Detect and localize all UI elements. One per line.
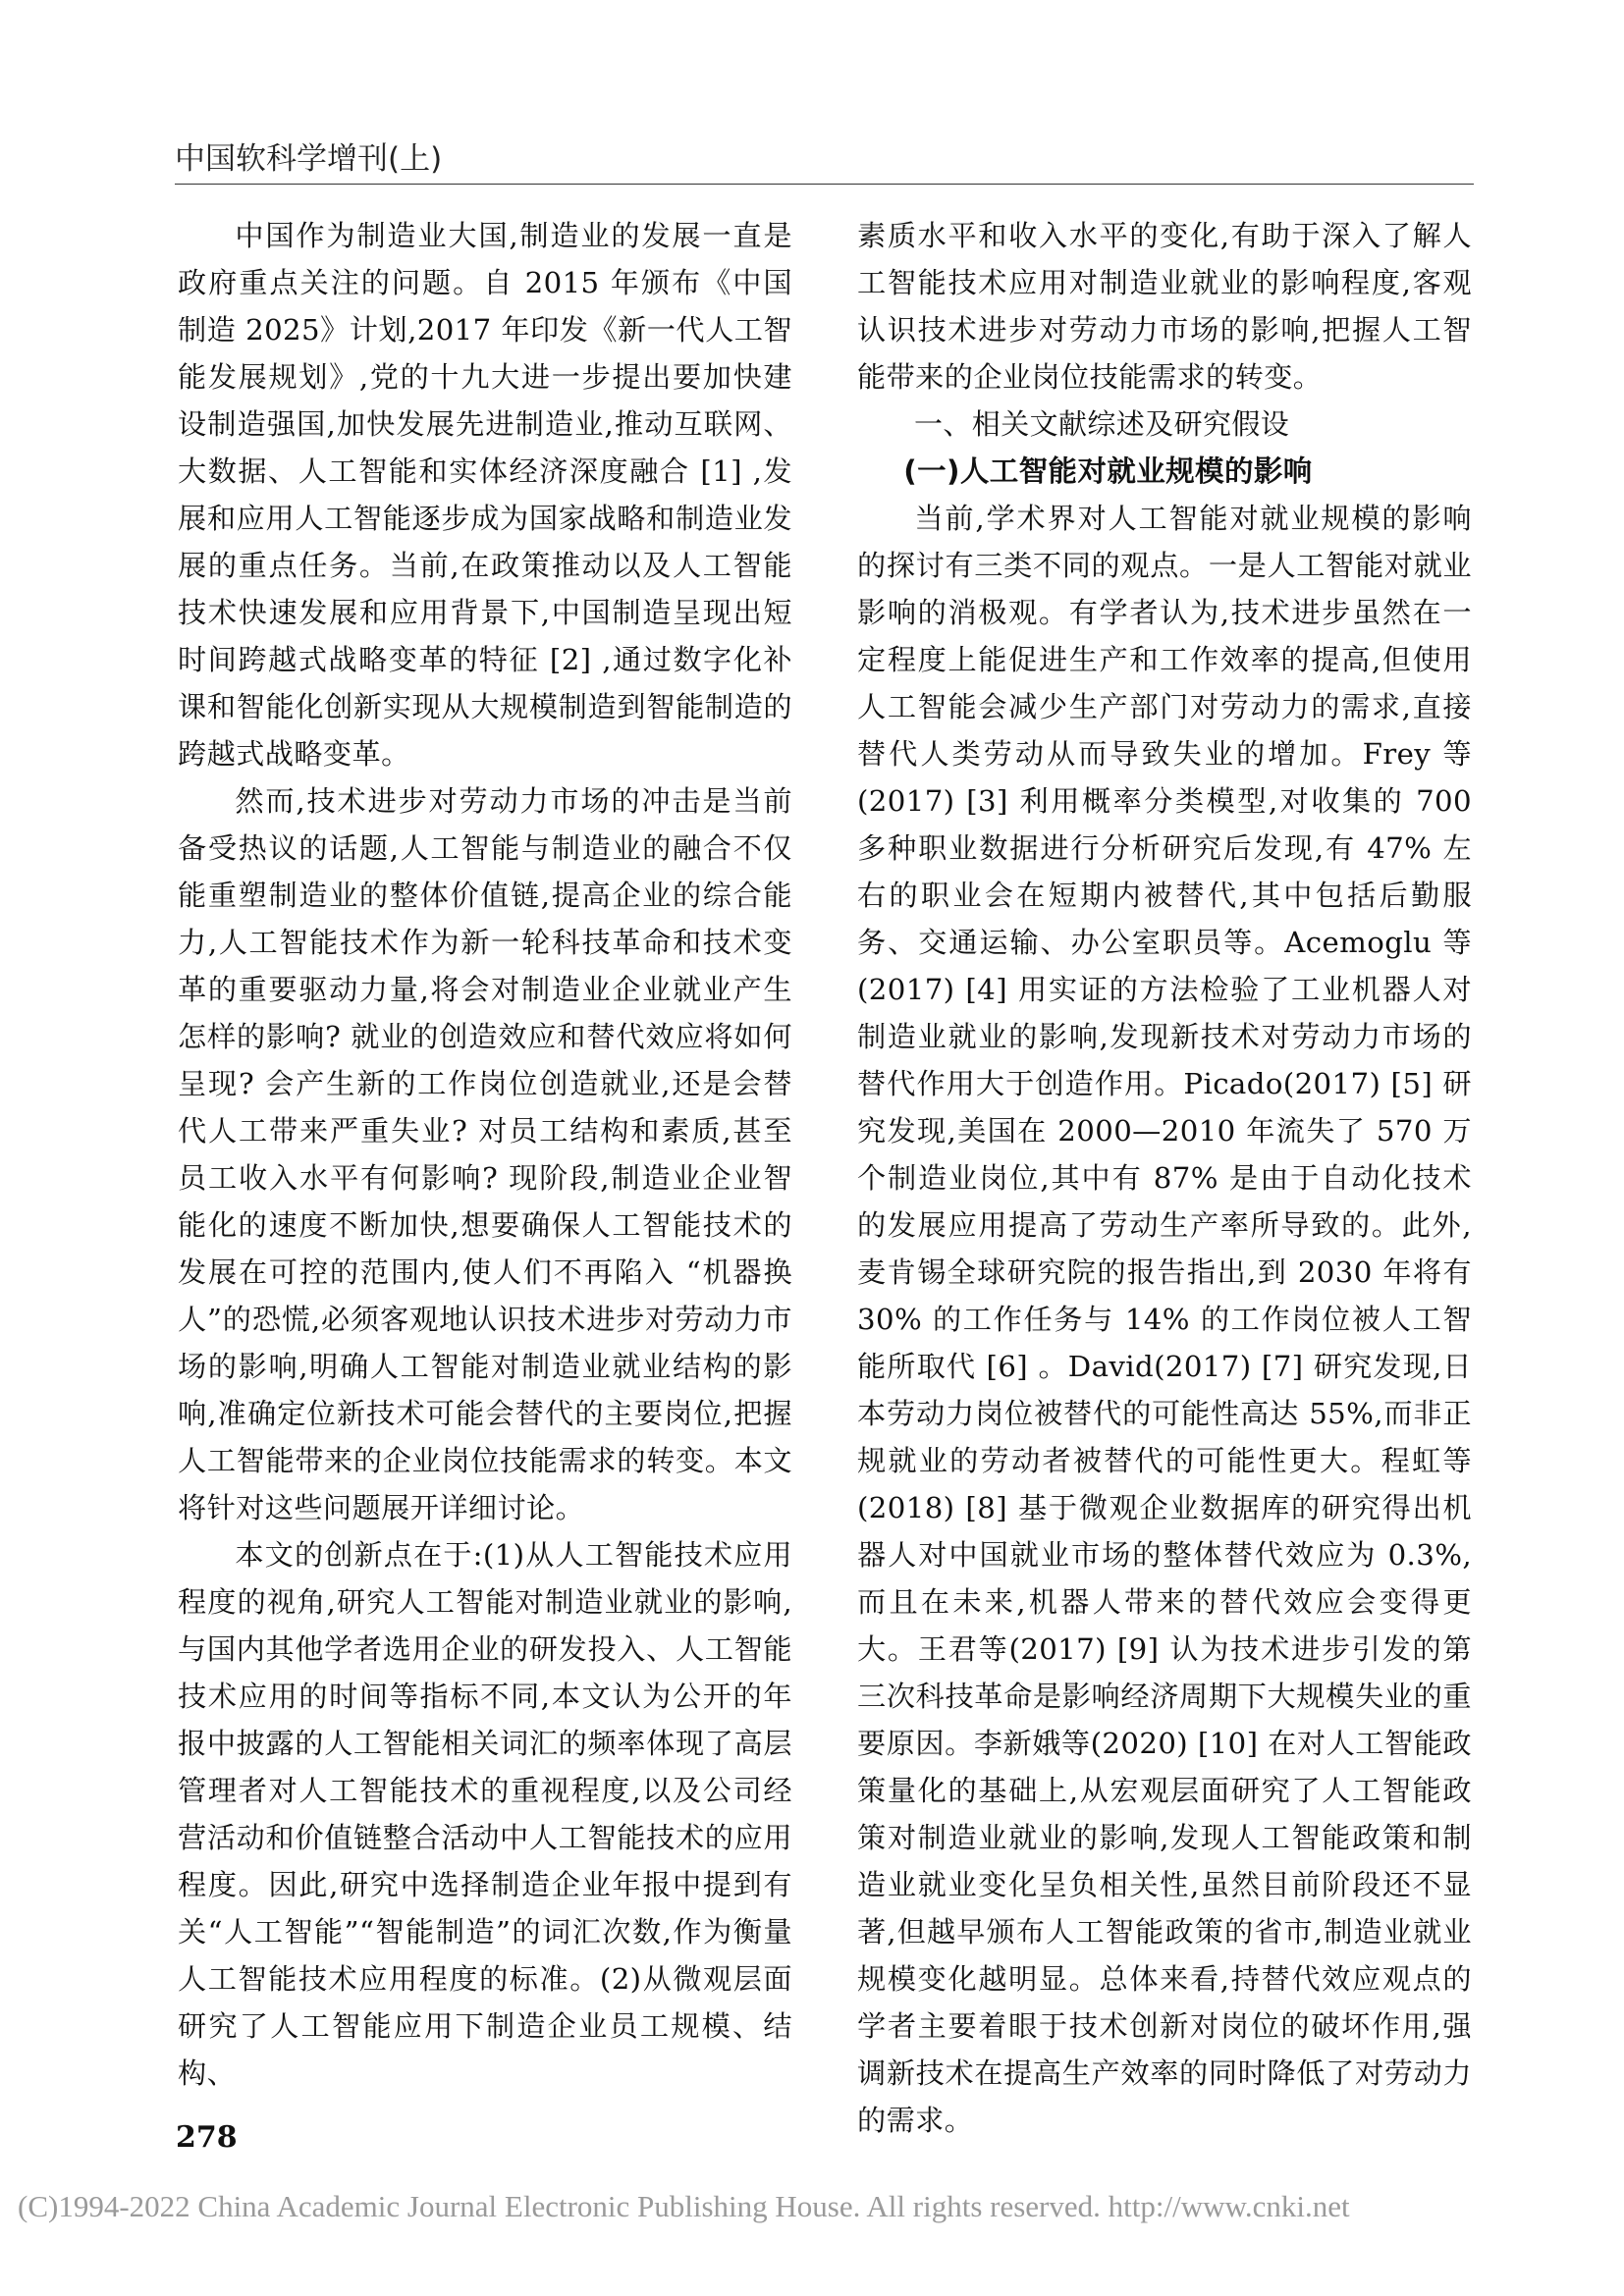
paragraph: 当前,学术界对人工智能对就业规模的影响的探讨有三类不同的观点。一是人工智能对就业影响的消极观。有学者认为,技术进步虽然在一定程度上能促进生产和工作效率的提高,但使用人工智能会减少生产部门对劳动力的需求,直接替代人类劳动从而导致失业的增加。Frey 等(2017) [3] 利用概率分类模型,对收集的 700 多种职业数据进行分析研究后发现,有 47% 左右的职业会在短期内被替代,其中包括后勤服务、交通运输、办公室职员等。Acemoglu 等(2017) [4] 用实证的方法检验了工业机器人对制造业就业的影响,发现新技术对劳动力市场的替代作用大于创造作用。Picado(2017) [5] 研究发现,美国在 2000—2010 年流失了 570 万个制造业岗位,其中有 87% 是由于自动化技术的发展应用提高了劳动生产率所导致的。此外,麦肯锡全球研究院的报告指出,到 2030 年将有 30% 的工作任务与 14% 的工作岗位被人工智能所取代 [6] 。David(2017) [7] 研究发现,日本劳动力岗位被替代的可能性高达 55%,而非正规就业的劳动者被替代的可能性更大。程虹等(2018) [8] 基于微观企业数据库的研究得出机器人对中国就业市场的整体替代效应为 0.3%,而且在未来,机器人带来的替代效应会变得更大。王君等(2017) [9] 认为技术进步引发的第三次科技革命是影响经济周期下大规模失业的重要原因。李新娥等(2020) [10] 在对人工智能政策量化的基础上,从宏观层面研究了人工智能政策对制造业就业的影响,发现人工智能政策和制造业就业变化呈负相关性,虽然目前阶段还不显著,但越早颁布人工智能政策的省市,制造业就业规模变化越明显。总体来看,持替代效应观点的学者主要着眼于技术创新对岗位的破坏作用,强调新技术在提高生产效率的同时降低了对劳动力的需求。 xyxy=(857,502,1472,2137)
paragraph: 然而,技术进步对劳动力市场的冲击是当前备受热议的话题,人工智能与制造业的融合不仅能重塑制造业的整体价值链,提高企业的综合能力,人工智能技术作为新一轮科技革命和技术变革的重要驱动力量,将会对制造业企业就业产生怎样的影响? 就业的创造效应和替代效应将如何呈现? 会产生新的工作岗位创造就业,还是会替代人工带来严重失业? 对员工结构和素质,甚至员工收入水平有何影响? 现阶段,制造业企业智能化的速度不断加快,想要确保人工智能技术的发展在可控的范围内,使人们不再陷入 “机器换人”的恐慌,必须客观地认识技术进步对劳动力市场的影响,明确人工智能对制造业就业结构的影响,准确定位新技术可能会替代的主要岗位,把握人工智能带来的企业岗位技能需求的转变。本文将针对这些问题展开详细讨论。 xyxy=(178,784,792,1524)
paragraph-continuation: 中国作为制造业大国,制造业的发展一直是政府重点关注的问题。自 2015 年颁布《中国制造 2025》计划,2017 年印发《新一代人工智能发展规划》,党的十九大进一步提出要加快建设制造强国,加快发展先进制造业,推动互联网、大数据、人工智能和实体经济深度融合 [1] ,发展和应用人工智能逐步成为国家战略和制造业发展的重点任务。当前,在政策推动以及人工智能技术快速发展和应用背景下,中国制造呈现出短时间跨越式战略变革的特征 [2] ,通过数字化补课和智能化创新实现从大规模制造到智能制造的跨越式战略变革。 xyxy=(178,219,792,771)
subsection-heading: (一)人工智能对就业规模的影响 xyxy=(903,454,1313,488)
right-column xyxy=(857,212,1472,2144)
header-rule xyxy=(175,184,1474,185)
section-heading: 一、相关文献综述及研究假设 xyxy=(914,407,1290,441)
copyright-footer: (C)1994-2022 China Academic Journal Electronic Publishing House. All rights reserved. http://www.cnki.net xyxy=(18,2189,1350,2223)
paragraph-continuation: 素质水平和收入水平的变化,有助于深入了解人工智能技术应用对制造业就业的影响程度,客观认识技术进步对劳动力市场的影响,把握人工智能带来的企业岗位技能需求的转变。 xyxy=(857,219,1472,394)
journal-header: 中国软科学增刊(上) xyxy=(175,141,443,177)
left-column xyxy=(178,212,792,2097)
page-number: 278 xyxy=(176,2120,238,2155)
paragraph: 本文的创新点在于:(1)从人工智能技术应用程度的视角,研究人工智能对制造业就业的影响,与国内其他学者选用企业的研发投入、人工智能技术应用的时间等指标不同,本文认为公开的年报中披露的人工智能相关词汇的频率体现了高层管理者对人工智能技术的重视程度,以及公司经营活动和价值链整合活动中人工智能技术的应用程度。因此,研究中选择制造企业年报中提到有关“人工智能”“智能制造”的词汇次数,作为衡量人工智能技术应用程度的标准。(2)从微观层面研究了人工智能应用下制造企业员工规模、结构、 xyxy=(178,1538,792,2090)
